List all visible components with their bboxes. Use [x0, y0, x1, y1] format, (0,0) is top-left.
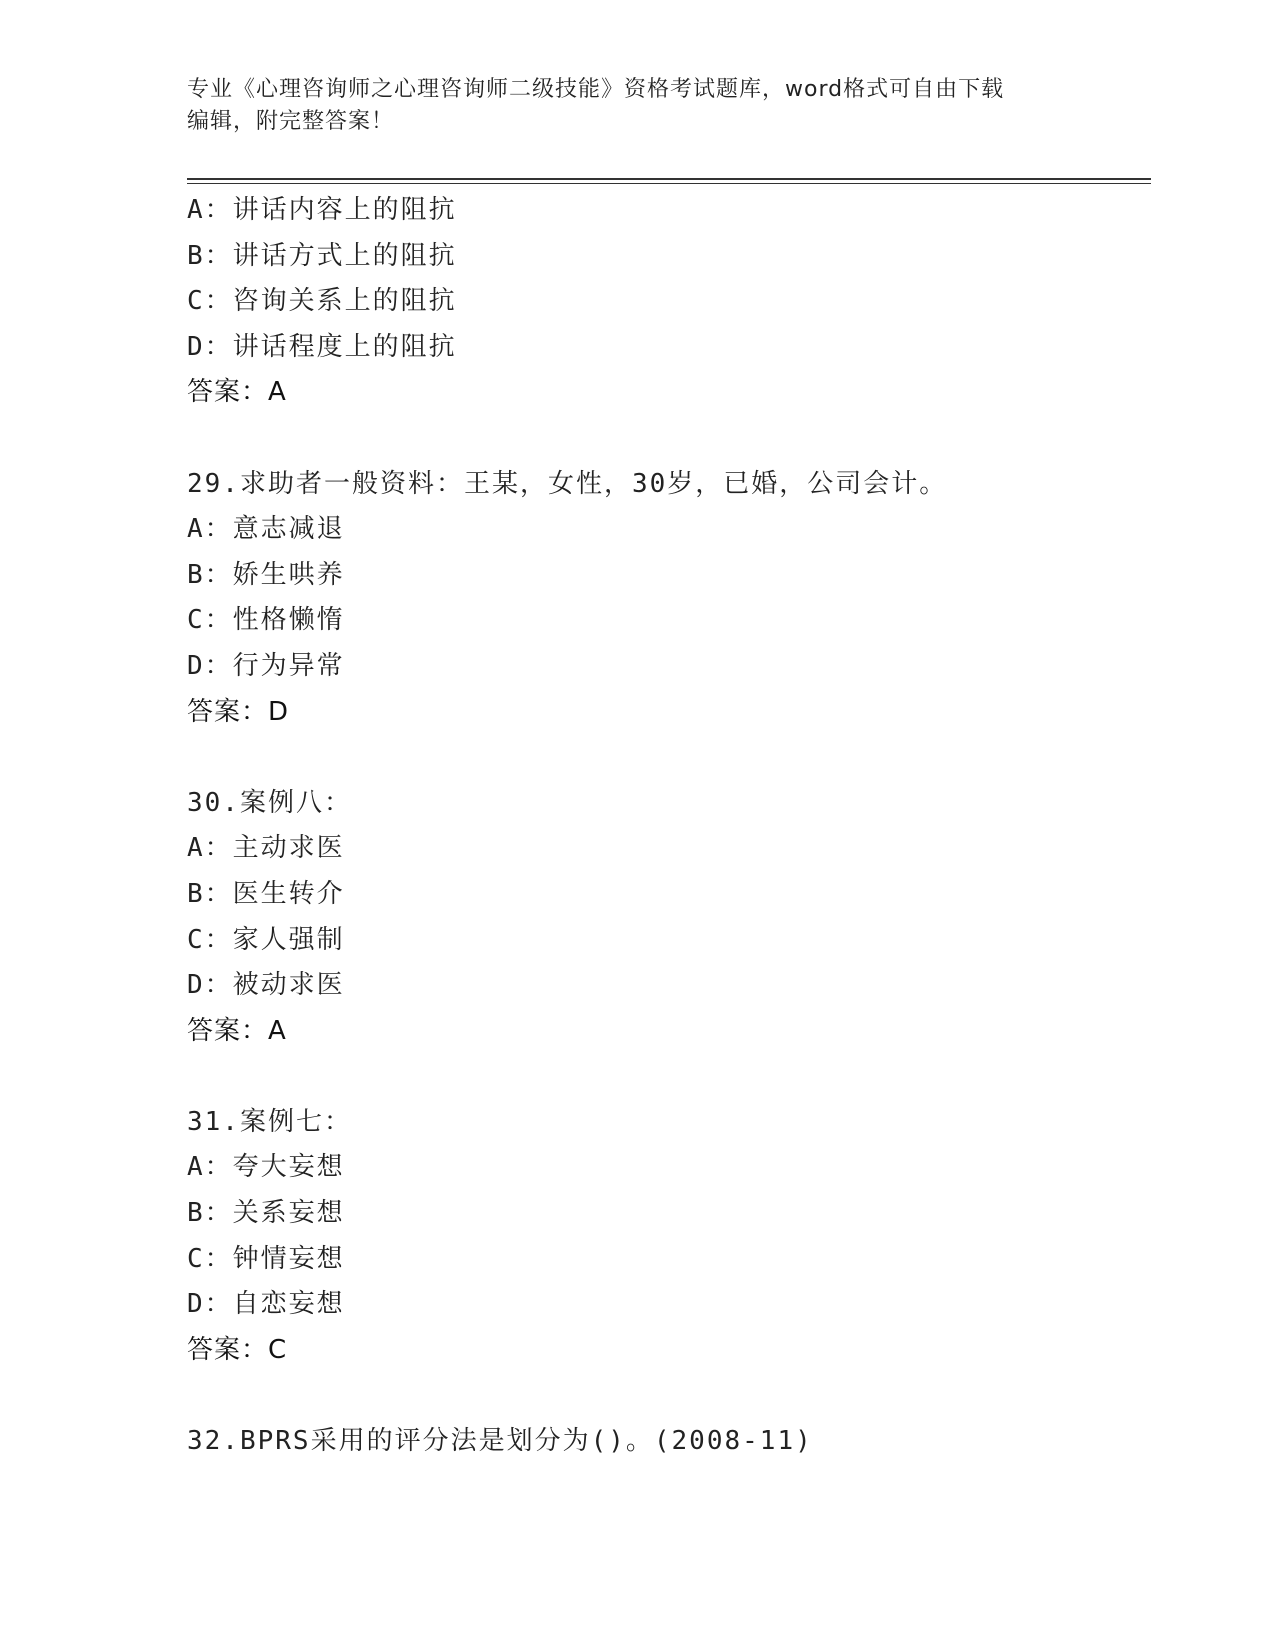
question-text: 30.案例八： [187, 787, 352, 818]
option-d: D：自恋妄想 [187, 1289, 345, 1320]
question-text: 31.案例七： [187, 1106, 352, 1137]
answer-line: 答案：C [187, 1334, 288, 1365]
option-c: C：家人强制 [187, 924, 345, 955]
option-a: A：意志减退 [187, 514, 345, 545]
question-block-30 [187, 781, 1147, 1055]
header-divider-top [187, 178, 1151, 180]
option-a: A：主动求医 [187, 833, 345, 864]
header-divider-bottom [187, 183, 1151, 184]
option-a: A：讲话内容上的阻抗 [187, 195, 457, 225]
answer-line: 答案：D [187, 696, 290, 727]
option-d: D：被动求医 [187, 970, 345, 1001]
option-c: C：性格懒惰 [187, 605, 345, 636]
question-text: 29.求助者一般资料：王某，女性，30岁，已婚，公司会计。 [187, 468, 948, 499]
option-c: C：钟情妄想 [187, 1243, 345, 1274]
option-b: B：娇生哄养 [187, 559, 345, 590]
question-block-31 [187, 1100, 1147, 1374]
option-d: D：行为异常 [187, 650, 345, 681]
option-d: D：讲话程度上的阻抗 [187, 331, 457, 362]
question-block-28 [187, 188, 1147, 416]
header-line-1: 专业《心理咨询师之心理咨询师二级技能》资格考试题库，word格式可自由下载 [187, 77, 1005, 102]
question-list [187, 188, 1147, 1465]
document-header [187, 74, 1077, 138]
header-line-2: 编辑，附完整答案！ [187, 109, 395, 134]
answer-line: 答案：A [187, 377, 287, 408]
spacer [187, 735, 1147, 781]
spacer [187, 1373, 1147, 1419]
answer-line: 答案：A [187, 1015, 287, 1046]
spacer [187, 416, 1147, 462]
option-b: B：医生转介 [187, 878, 345, 909]
option-b: B：关系妄想 [187, 1198, 345, 1229]
question-text: 32.BPRS采用的评分法是划分为()。(2008-11) [187, 1426, 813, 1457]
option-a: A：夸大妄想 [187, 1152, 345, 1183]
question-block-29 [187, 462, 1147, 736]
option-b: B：讲话方式上的阻抗 [187, 240, 457, 271]
option-c: C：咨询关系上的阻抗 [187, 286, 457, 317]
spacer [187, 1054, 1147, 1100]
question-block-32 [187, 1419, 1147, 1465]
